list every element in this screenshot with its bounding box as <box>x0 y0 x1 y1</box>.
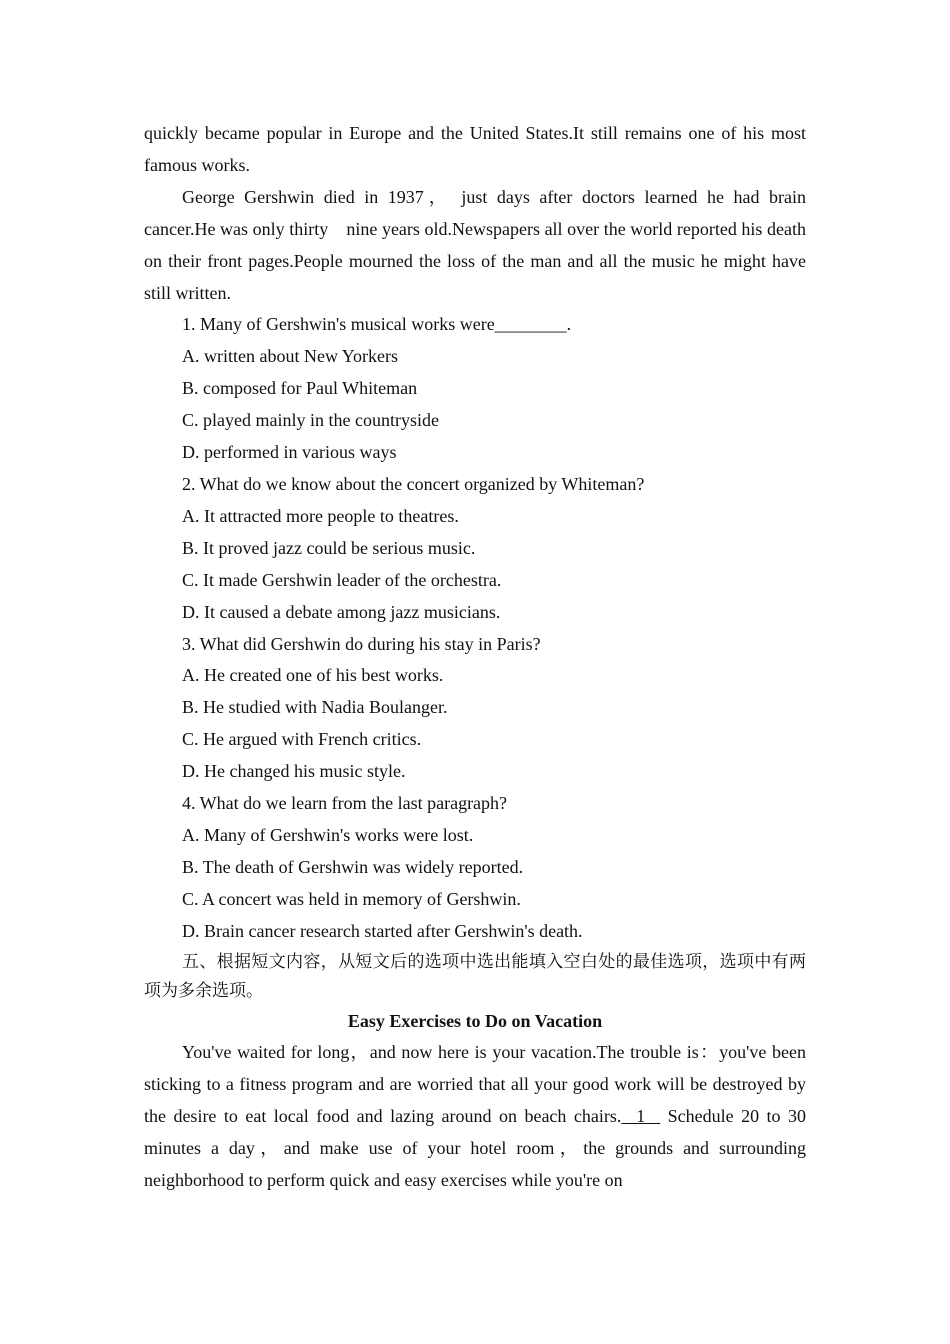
question-option: A. It attracted more people to theatres. <box>182 505 459 526</box>
question-stem: 4. What do we learn from the last paragraph? <box>182 793 508 814</box>
question-option: A. Many of Gershwin's works were lost. <box>182 824 474 845</box>
question-option: A. He created one of his best works. <box>182 665 444 686</box>
question-stem: 3. What did Gershwin do during his stay in Paris? <box>182 633 541 654</box>
question-option: C. A concert was held in memory of Gershwin. <box>182 888 521 909</box>
question-3 <box>144 629 806 789</box>
question-option: B. He studied with Nadia Boulanger. <box>182 697 448 718</box>
document-page <box>144 118 806 1197</box>
passage-paragraph <box>144 1037 806 1197</box>
question-option: C. It made Gershwin leader of the orchestra. <box>182 569 502 590</box>
passage-paragraph: quickly became popular in Europe and the United States.It still remains one of his most famous works. <box>144 123 806 175</box>
question-stem: 2. What do we know about the concert organized by Whiteman? <box>182 473 645 494</box>
passage-text: Schedule 20 to 30 minutes a day，and make use of your hotel room，the grounds and surrounding neighborhood to perform quick and easy exercises while you're on <box>144 1106 807 1191</box>
question-stem: 1. Many of Gershwin's musical works were________. <box>182 314 572 335</box>
question-option: D. Brain cancer research started after Gershwin's death. <box>182 920 583 941</box>
question-option: C. He argued with French critics. <box>182 729 422 750</box>
passage-text: You've waited for long，and now here is your vacation.The trouble is：you've been sticking to a fitness program and are worried that all your good work will be destroyed by the desire to eat local food and lazing around on beach chairs. <box>144 1042 806 1127</box>
question-option: D. It caused a debate among jazz musicians. <box>182 601 501 622</box>
question-option: B. It proved jazz could be serious music. <box>182 537 476 558</box>
question-option: B. composed for Paul Whiteman <box>182 378 418 399</box>
question-option: D. He changed his music style. <box>182 761 406 782</box>
section-instruction: 五、根据短文内容，从短文后的选项中选出能填入空白处的最佳选项，选项中有两项为多余选项。 <box>144 951 806 1001</box>
question-option: B. The death of Gershwin was widely reported. <box>182 856 524 877</box>
question-option: A. written about New Yorkers <box>182 346 398 367</box>
question-option: C. played mainly in the countryside <box>182 410 439 431</box>
question-1 <box>144 309 806 469</box>
question-2 <box>144 469 806 629</box>
answer-blank: 1 <box>621 1106 661 1127</box>
question-4 <box>144 788 806 948</box>
passage-title: Easy Exercises to Do on Vacation <box>347 1010 603 1031</box>
question-option: D. performed in various ways <box>182 442 397 463</box>
passage-paragraph: George Gershwin died in 1937， just days after doctors learned he had brain cancer.He was only thirty nine years old.Newspapers all over the world reported his death on their front pages.People mourned the loss of the man and all the music he might have still written. <box>144 186 806 303</box>
